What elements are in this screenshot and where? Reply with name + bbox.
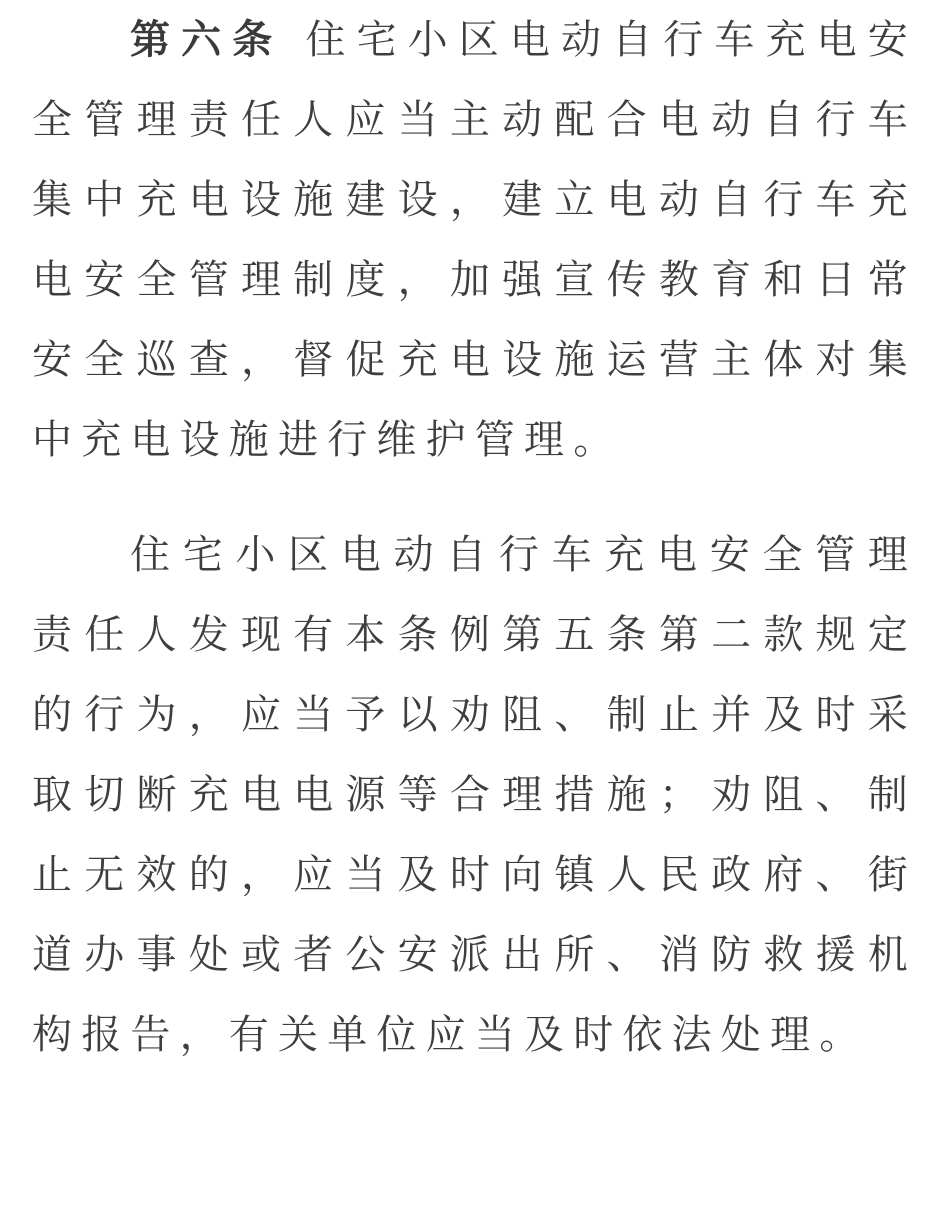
paragraph-text: 住宅小区电动自行车充电安全管理责任人应当主动配合电动自行车集中充电设施建设，建立电动自行车充电安全管理制度，加强宣传教育和日常安全巡查，督促充电设施运营主体对集中充电设施进行维护管理。 (32, 17, 917, 463)
document-body (32, 0, 917, 1075)
article-number: 第六条 (130, 17, 284, 63)
article-6-paragraph (32, 0, 917, 480)
article-6-second-paragraph (32, 515, 917, 1075)
paragraph-text: 住宅小区电动自行车充电安全管理责任人发现有本条例第五条第二款规定的行为，应当予以劝阻、制止并及时采取切断充电电源等合理措施；劝阻、制止无效的，应当及时向镇人民政府、街道办事处或者公安派出所、消防救援机构报告，有关单位应当及时依法处理。 (32, 532, 917, 1058)
